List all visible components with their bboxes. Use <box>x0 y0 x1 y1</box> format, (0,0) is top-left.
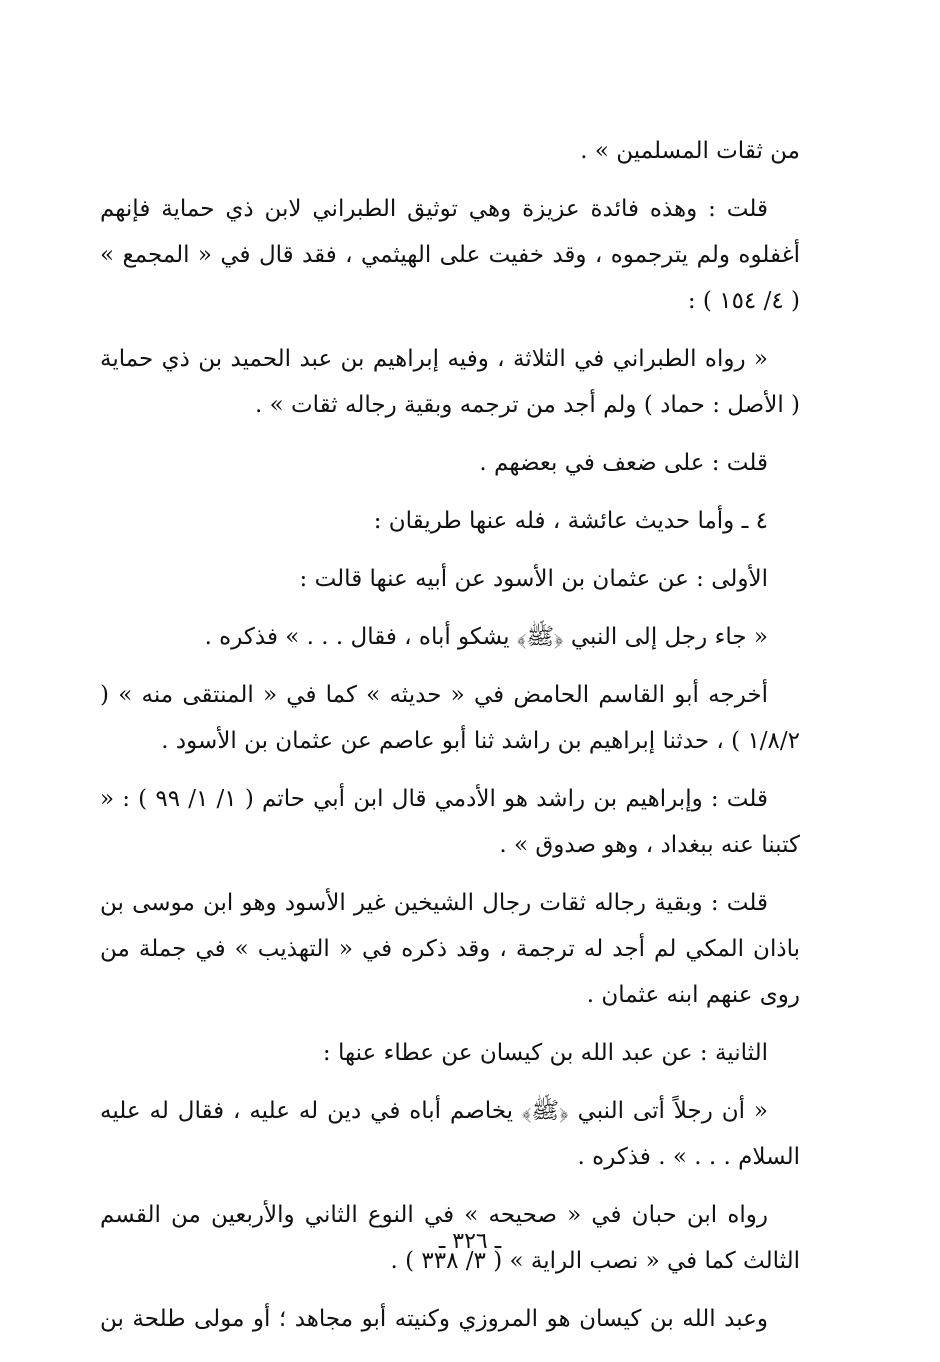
quote-paragraph: « رواه الطبراني في الثلاثة ، وفيه إبراهيم بن عبد الحميد بن ذي حماية ( الأصل : حماد ) ولم أجد من ترجمه وبقية رجاله ثقات » . <box>100 346 800 418</box>
paragraph: من ثقات المسلمين » . <box>580 138 800 164</box>
paragraph: رواه ابن حبان في « صحيحه » في النوع الثاني والأربعين من القسم الثالث كما في « نصب الراية » ( ٣/ ٣٣٨ ) . <box>100 1202 800 1274</box>
hadith-quote: « جاء رجل إلى النبي ﴿ﷺ﴾ يشكو أباه ، فقال . . . » فذكره . <box>204 624 768 650</box>
body-text <box>100 128 800 1354</box>
paragraph: قلت : على ضعف في بعضهم . <box>479 450 768 476</box>
paragraph: أخرجه أبو القاسم الحامض في « حديثه » كما في « المنتقى منه » ( ١/٨/٢ ) ، حدثنا إبراهيم بن راشد ثنا أبو عاصم عن عثمان بن الأسود . <box>100 682 800 754</box>
paragraph: الثانية : عن عبد الله بن كيسان عن عطاء عنها : <box>322 1040 768 1066</box>
hadith-quote: « أن رجلاً أتى النبي ﴿ﷺ﴾ يخاصم أباه في دين له عليه ، فقال له عليه السلام . . . » . فذكره . <box>100 1098 800 1170</box>
paragraph: قلت : وإبراهيم بن راشد هو الأدمي قال ابن أبي حاتم ( ١/ ١/ ٩٩ ) : « كتبنا عنه ببغداد ، وهو صدوق » . <box>100 786 800 858</box>
section-heading: ٤ ـ وأما حديث عائشة ، فله عنها طريقان : <box>373 508 768 534</box>
paragraph: وعبد الله بن كيسان هو المروزي وكنيته أبو مجاهد ؛ أو مولى طلحة بن <box>100 1306 768 1332</box>
paragraph: الأولى : عن عثمان بن الأسود عن أبيه عنها قالت : <box>299 566 768 592</box>
page-number: ـ ٣٢٦ ـ <box>438 1229 502 1254</box>
paragraph: قلت : وبقية رجاله ثقات رجال الشيخين غير الأسود وهو ابن موسى بن باذان المكي لم أجد له ترجمة ، وقد ذكره في « التهذيب » في جملة من روى عنهم ابنه عثمان . <box>100 890 800 1008</box>
paragraph: قلت : وهذه فائدة عزيزة وهي توثيق الطبراني لابن ذي حماية فإنهم أغفلوه ولم يترجموه ، وقد خفيت على الهيثمي ، فقد قال في « المجمع » ( ٤/ ١٥٤ ) : <box>100 196 800 314</box>
